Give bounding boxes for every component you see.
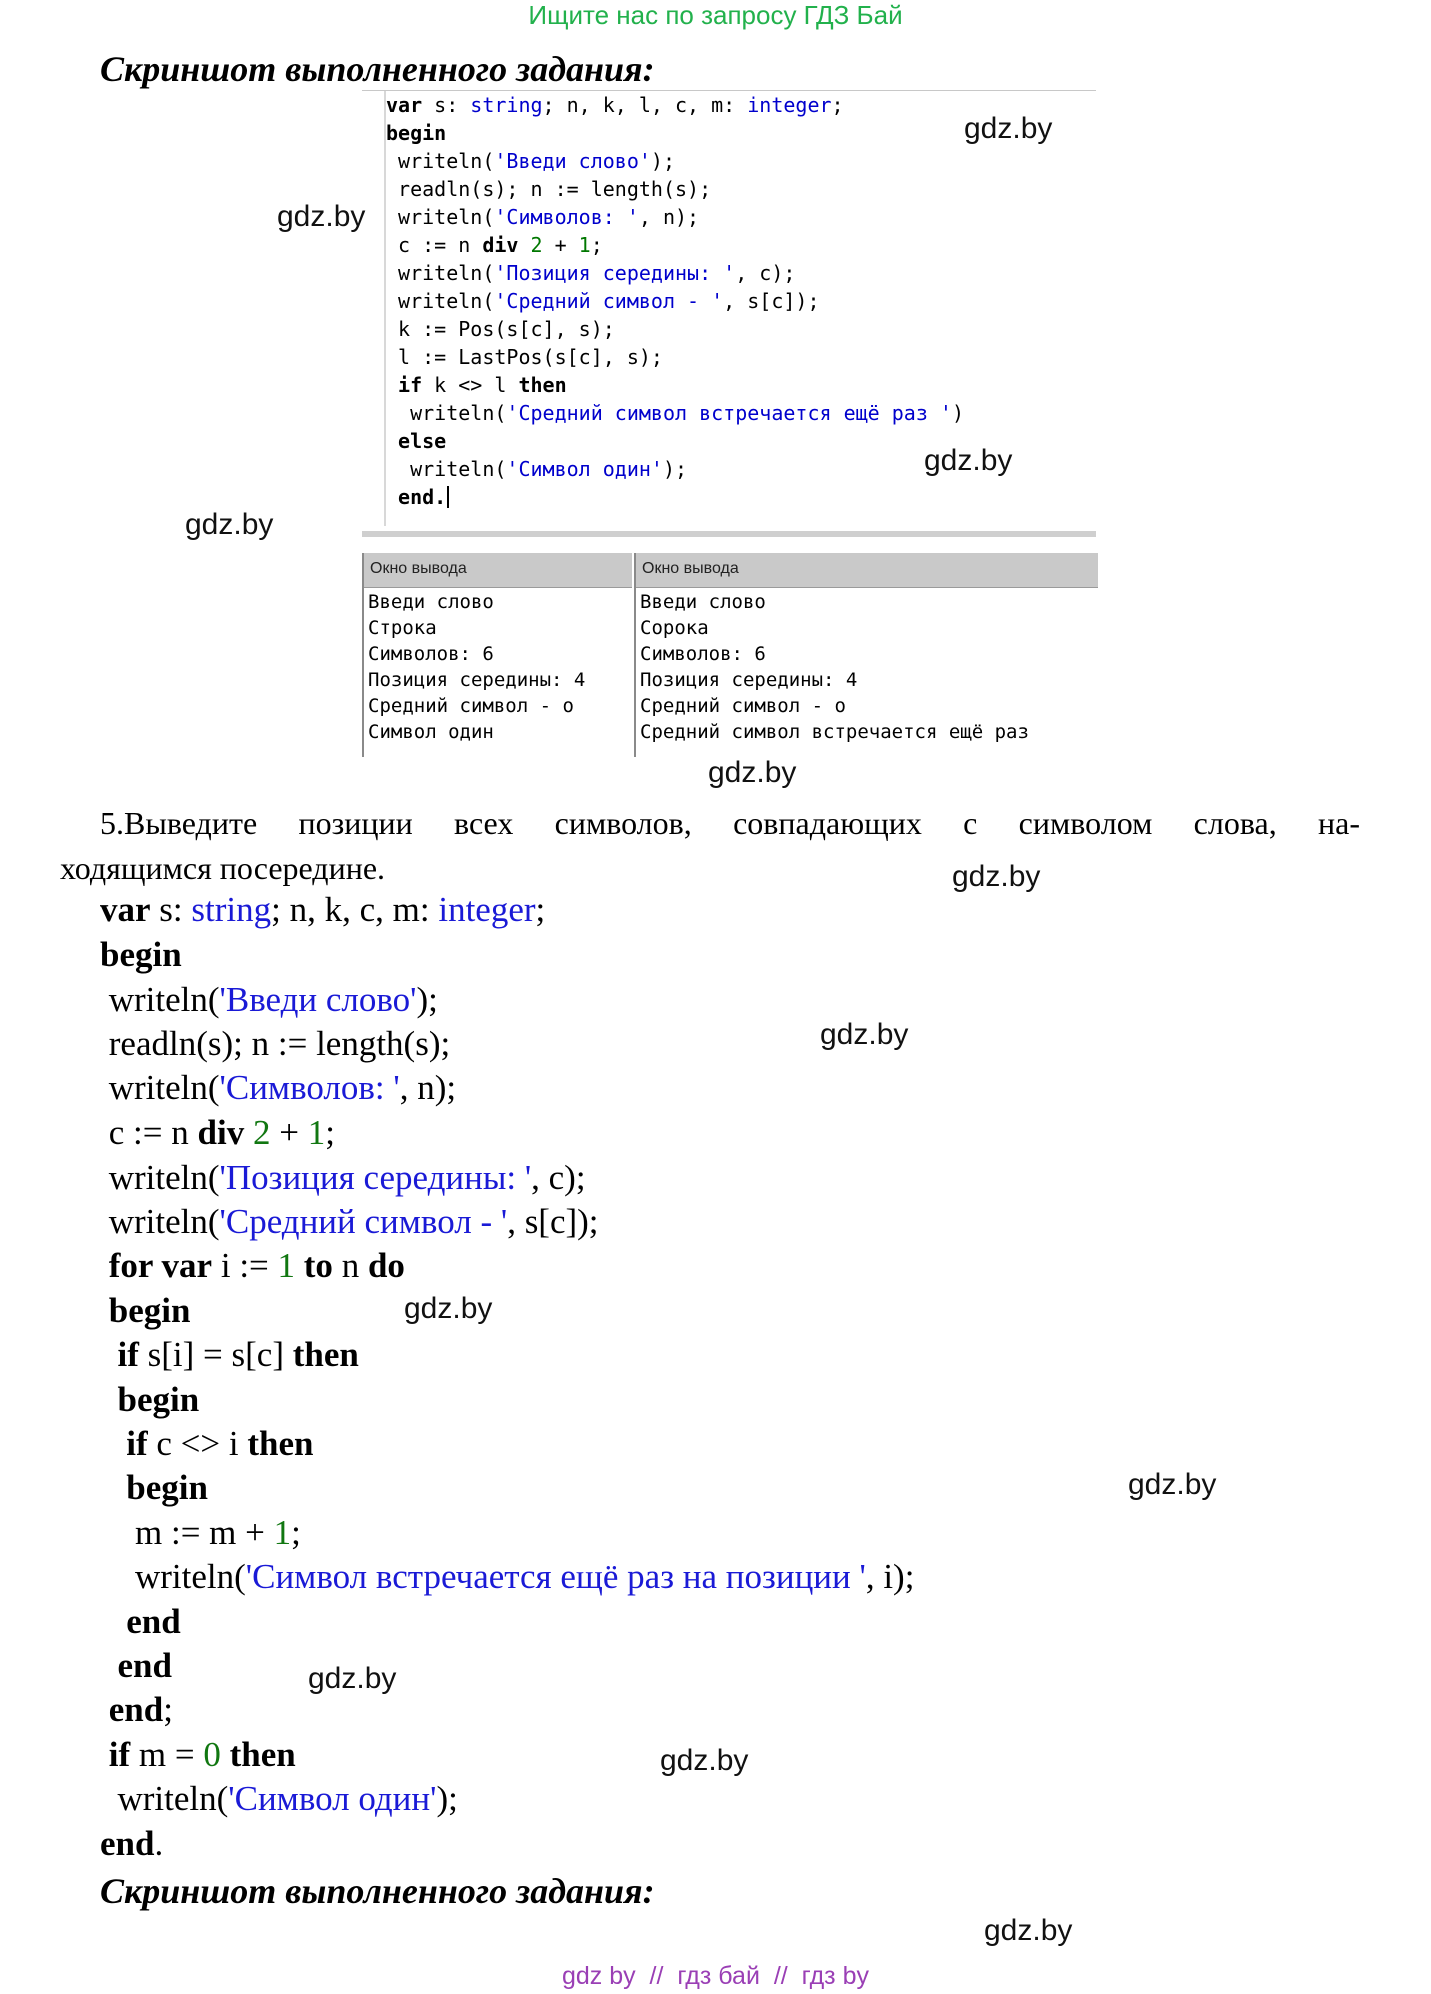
watermark: gdz.by bbox=[404, 1292, 493, 1325]
task-5-line-2: ходящимся посередине. bbox=[60, 850, 386, 886]
code5-line: end bbox=[100, 1602, 181, 1641]
code5-line: begin bbox=[100, 1291, 191, 1330]
text-caret bbox=[447, 486, 449, 508]
code-line: writeln('Символов: ', n); bbox=[386, 205, 700, 229]
code-line: begin bbox=[386, 121, 447, 145]
code5-line: writeln('Символ один'); bbox=[100, 1779, 458, 1818]
output-line: Символ один bbox=[368, 721, 494, 743]
ide-editor-screenshot bbox=[362, 90, 1096, 559]
code-line: if k <> l then bbox=[398, 373, 567, 397]
code-line: writeln('Символ один'); bbox=[386, 457, 688, 481]
output-window-right bbox=[634, 553, 1098, 757]
output-line: Сорока bbox=[640, 617, 709, 639]
code-line: writeln('Средний символ - ', s[c]); bbox=[386, 289, 820, 313]
code-line: else bbox=[386, 429, 447, 453]
code-line: c := n div 2 + 1; bbox=[386, 233, 603, 257]
code5-line: writeln('Символ встречается ещё раз на позиции ', i); bbox=[100, 1557, 915, 1596]
screenshot-heading: Скриншот выполненного задания: bbox=[100, 49, 655, 89]
code5-line: c := n div 2 + 1; bbox=[100, 1113, 335, 1152]
watermark: gdz.by bbox=[964, 112, 1053, 145]
output-window-titlebar: Окно вывода bbox=[636, 553, 1098, 588]
code-line: readln(s); n := length(s); bbox=[386, 177, 712, 201]
task-5-line-1: 5.Выведите позиции всех символов, совпадающих с символом слова, на- bbox=[100, 805, 1360, 841]
watermark: gdz.by bbox=[185, 508, 274, 541]
screenshot-heading-2: Скриншот выполненного задания: bbox=[100, 1871, 655, 1911]
code5-line: if c <> i then bbox=[126, 1424, 314, 1463]
output-window-left bbox=[362, 553, 632, 757]
watermark: gdz.by bbox=[924, 444, 1013, 477]
code-line: end. bbox=[386, 485, 449, 509]
code5-line: writeln('Введи слово'); bbox=[100, 980, 438, 1019]
output-line: Позиция середины: 4 bbox=[640, 669, 858, 691]
watermark: gdz.by bbox=[708, 756, 797, 789]
output-line: Позиция середины: 4 bbox=[368, 669, 586, 691]
code-line: l := LastPos(s[c], s); bbox=[386, 345, 663, 369]
watermark: gdz.by bbox=[1128, 1468, 1217, 1501]
code-line: writeln('Введи слово'); bbox=[386, 149, 676, 173]
code5-line: writeln('Символов: ', n); bbox=[100, 1068, 457, 1107]
watermark: gdz.by bbox=[308, 1662, 397, 1695]
code5-line: begin bbox=[100, 1380, 200, 1419]
watermark: gdz.by bbox=[952, 860, 1041, 893]
code-line: var s: string; n, k, l, c, m: integer; bbox=[386, 93, 844, 117]
output-line: Символов: 6 bbox=[640, 643, 766, 665]
code-line: writeln('Средний символ встречается ещё раз ') bbox=[386, 401, 964, 425]
code5-line: end. bbox=[100, 1824, 164, 1863]
bottom-site-links[interactable]: gdz by // гдз бай // гдз by bbox=[561, 1962, 869, 1990]
code5-line: begin bbox=[100, 935, 182, 974]
output-window-titlebar: Окно вывода bbox=[364, 553, 632, 588]
code-line: writeln('Позиция середины: ', c); bbox=[386, 261, 796, 285]
code5-line: begin bbox=[100, 1468, 208, 1507]
code5-line: writeln('Позиция середины: ', c); bbox=[100, 1158, 586, 1197]
output-line: Средний символ - о bbox=[368, 695, 574, 717]
output-line: Введи слово bbox=[640, 591, 766, 613]
code5-line: end; bbox=[100, 1690, 173, 1729]
watermark: gdz.by bbox=[660, 1744, 749, 1777]
code5-line: if s[i] = s[c] then bbox=[117, 1335, 359, 1374]
top-site-link[interactable]: Ищите нас по запросу ГДЗ Бай bbox=[528, 0, 903, 30]
code5-line: if m = 0 then bbox=[108, 1735, 296, 1774]
output-line: Строка bbox=[368, 617, 437, 639]
code5-line: var s: string; n, k, c, m: integer; bbox=[100, 890, 546, 929]
output-line: Средний символ - о bbox=[640, 695, 846, 717]
code5-line: writeln('Средний символ - ', s[c]); bbox=[100, 1202, 599, 1241]
output-line: Введи слово bbox=[368, 591, 494, 613]
code5-line: for var i := 1 to n do bbox=[108, 1246, 405, 1285]
output-line: Символов: 6 bbox=[368, 643, 494, 665]
watermark: gdz.by bbox=[984, 1914, 1073, 1947]
watermark: gdz.by bbox=[820, 1018, 909, 1051]
code5-line: readln(s); n := length(s); bbox=[100, 1024, 451, 1063]
code5-line: end bbox=[100, 1646, 172, 1685]
output-line: Средний символ встречается ещё раз bbox=[640, 721, 1029, 743]
code5-line: m := m + 1; bbox=[100, 1513, 301, 1552]
watermark: gdz.by bbox=[277, 200, 366, 233]
editor-splitter[interactable] bbox=[362, 531, 1096, 537]
code-line: k := Pos(s[c], s); bbox=[386, 317, 615, 341]
